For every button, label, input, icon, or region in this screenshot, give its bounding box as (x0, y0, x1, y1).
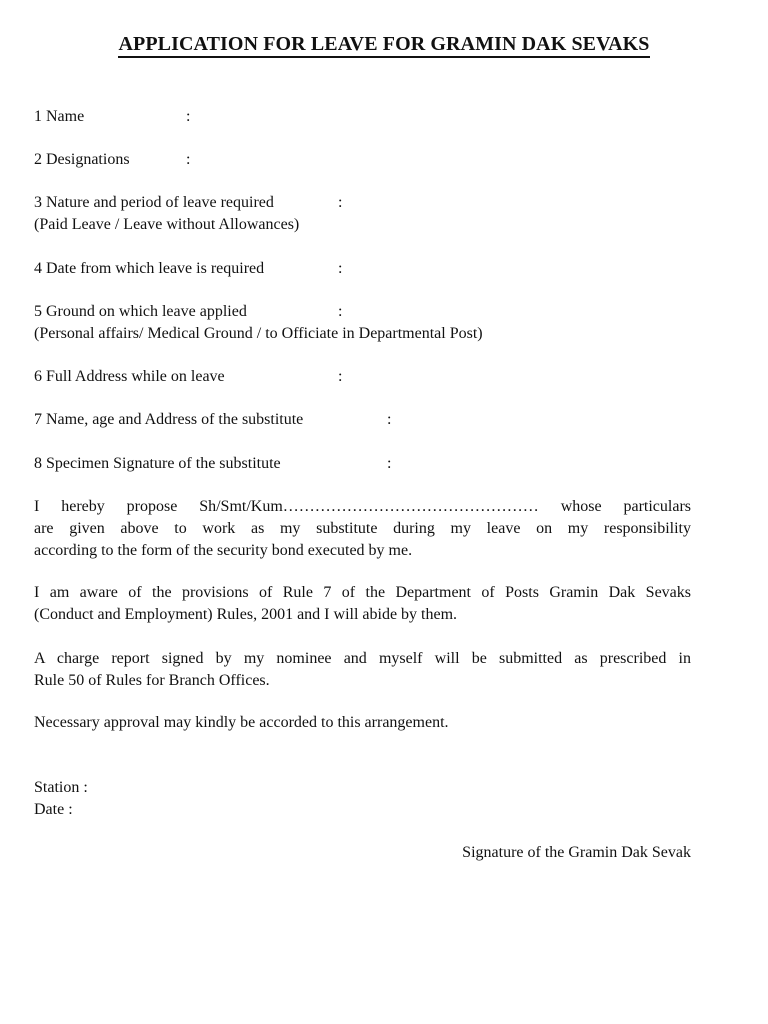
date-label: Date : (34, 801, 73, 818)
document-title (0, 33, 768, 56)
field-leave-nature-colon: : (338, 194, 343, 211)
field-leave-nature-note: (Paid Leave / Leave without Allowances) (34, 216, 300, 233)
charge-report-line-1: A charge report signed by my nominee and myself will be submitted as prescribed in (34, 650, 691, 667)
field-leave-ground-note: (Personal affairs/ Medical Ground / to Officiate in Departmental Post) (34, 325, 483, 342)
field-substitute-details-colon: : (387, 411, 392, 428)
signature-label: Signature of the Gramin Dak Sevak (462, 844, 691, 861)
field-address-colon: : (338, 368, 343, 385)
field-designations-colon: : (186, 151, 191, 168)
substitute-proposal-line-3: according to the form of the security bond executed by me. (34, 542, 413, 559)
substitute-proposal-line-2: are given above to work as my substitute during my leave on my responsibility (34, 520, 691, 537)
approval-paragraph: Necessary approval may kindly be accorded to this arrangement. (34, 714, 449, 731)
field-leave-ground-label: 5 Ground on which leave applied (34, 303, 247, 320)
field-address-label: 6 Full Address while on leave (34, 368, 225, 385)
field-substitute-signature-colon: : (387, 455, 392, 472)
rules-paragraph (34, 582, 691, 626)
field-name-colon: : (186, 108, 191, 125)
charge-report-line-2: Rule 50 of Rules for Branch Offices. (34, 672, 270, 689)
rules-line-2: (Conduct and Employment) Rules, 2001 and I will abide by them. (34, 606, 458, 623)
station-label: Station : (34, 779, 88, 796)
field-leave-ground-colon: : (338, 303, 343, 320)
substitute-proposal-line-1: I hereby propose Sh/Smt/Kum………………………………………… whose particulars (34, 498, 691, 515)
document-title-text: APPLICATION FOR LEAVE FOR GRAMIN DAK SEVAKS (118, 33, 649, 58)
field-leave-nature-label: 3 Nature and period of leave required (34, 194, 274, 211)
field-leave-date-label: 4 Date from which leave is required (34, 260, 265, 277)
field-leave-date-colon: : (338, 260, 343, 277)
field-substitute-details-label: 7 Name, age and Address of the substitute (34, 411, 304, 428)
rules-line-1: I am aware of the provisions of Rule 7 of the Department of Posts Gramin Dak Sevaks (34, 584, 691, 601)
charge-report-paragraph (34, 648, 691, 692)
substitute-proposal-paragraph (34, 496, 691, 562)
field-substitute-signature-label: 8 Specimen Signature of the substitute (34, 455, 281, 472)
field-designations-label: 2 Designations (34, 151, 130, 168)
field-name-label: 1 Name (34, 108, 85, 125)
